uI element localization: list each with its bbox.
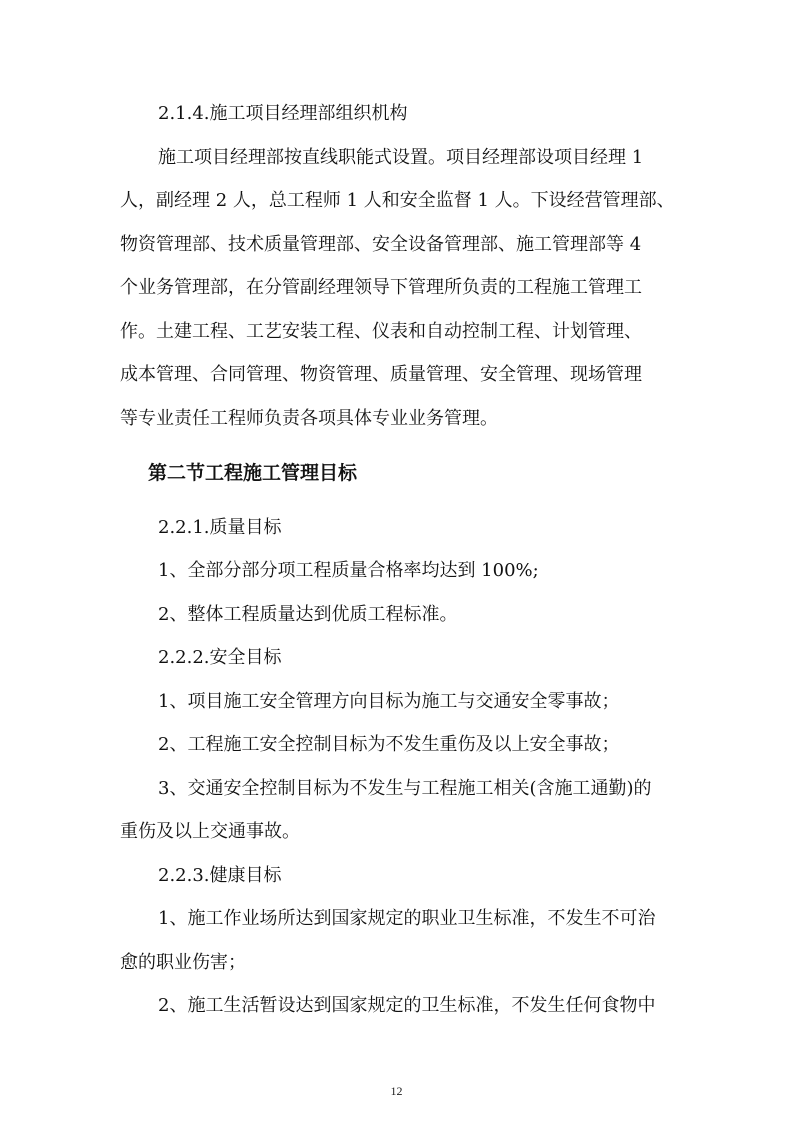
subsection-heading-health: 2.2.3.健康目标: [158, 864, 282, 886]
paragraph-line: 施工项目经理部按直线职能式设置。项目经理部设项目经理 1: [158, 146, 644, 168]
quality-item-2: 2、整体工程质量达到优质工程标准。: [158, 603, 458, 625]
paragraph-line: 人，副经理 2 人，总工程师 1 人和安全监督 1 人。下设经营管理部、: [120, 190, 675, 211]
subsection-heading-2-1-4: 2.1.4.施工项目经理部组织机构: [158, 103, 408, 124]
paragraph-line: 成本管理、合同管理、物资管理、质量管理、安全管理、现场管理: [120, 364, 642, 385]
subsection-heading-safety: 2.2.2.安全目标: [158, 647, 282, 668]
paragraph-line: 作。土建工程、工艺安装工程、仪表和自动控制工程、计划管理、: [120, 320, 642, 342]
safety-item-2: 2、工程施工安全控制目标为不发生重伤及以上安全事故；: [158, 734, 620, 755]
paragraph-line: 等专业责任工程师负责各项具体专业业务管理。: [120, 407, 498, 429]
page-content: [120, 92, 675, 1028]
spacer: [120, 440, 668, 452]
section-title: 第二节工程施工管理目标: [148, 462, 358, 484]
organization-paragraph: [120, 136, 675, 441]
safety-item-1: 1、项目施工安全管理方向目标为施工与交通安全零事故；: [158, 690, 620, 712]
quality-item-1: 1、全部分部分项工程质量合格率均达到 100%;: [158, 560, 539, 581]
page-number: 12: [390, 1084, 403, 1098]
health-item-1-continuation: 愈的职业伤害；: [120, 951, 246, 973]
spacer: [120, 496, 668, 506]
subsection-heading-quality: 2.2.1.质量目标: [158, 516, 282, 538]
health-item-1: 1、施工作业场所达到国家规定的职业卫生标准，不发生不可治: [158, 908, 656, 929]
paragraph-line: 物资管理部、技术质量管理部、安全设备管理部、施工管理部等 4: [120, 233, 642, 255]
safety-item-3: 3、交通安全控制目标为不发生与工程施工相关(含施工通勤)的: [158, 777, 652, 799]
paragraph-line: 个业务管理部，在分管副经理领导下管理所负责的工程施工管理工: [120, 277, 642, 298]
safety-item-3-continuation: 重伤及以上交通事故。: [120, 821, 300, 842]
health-item-2: 2、施工生活暂设达到国家规定的卫生标准，不发生任何食物中: [158, 995, 656, 1016]
